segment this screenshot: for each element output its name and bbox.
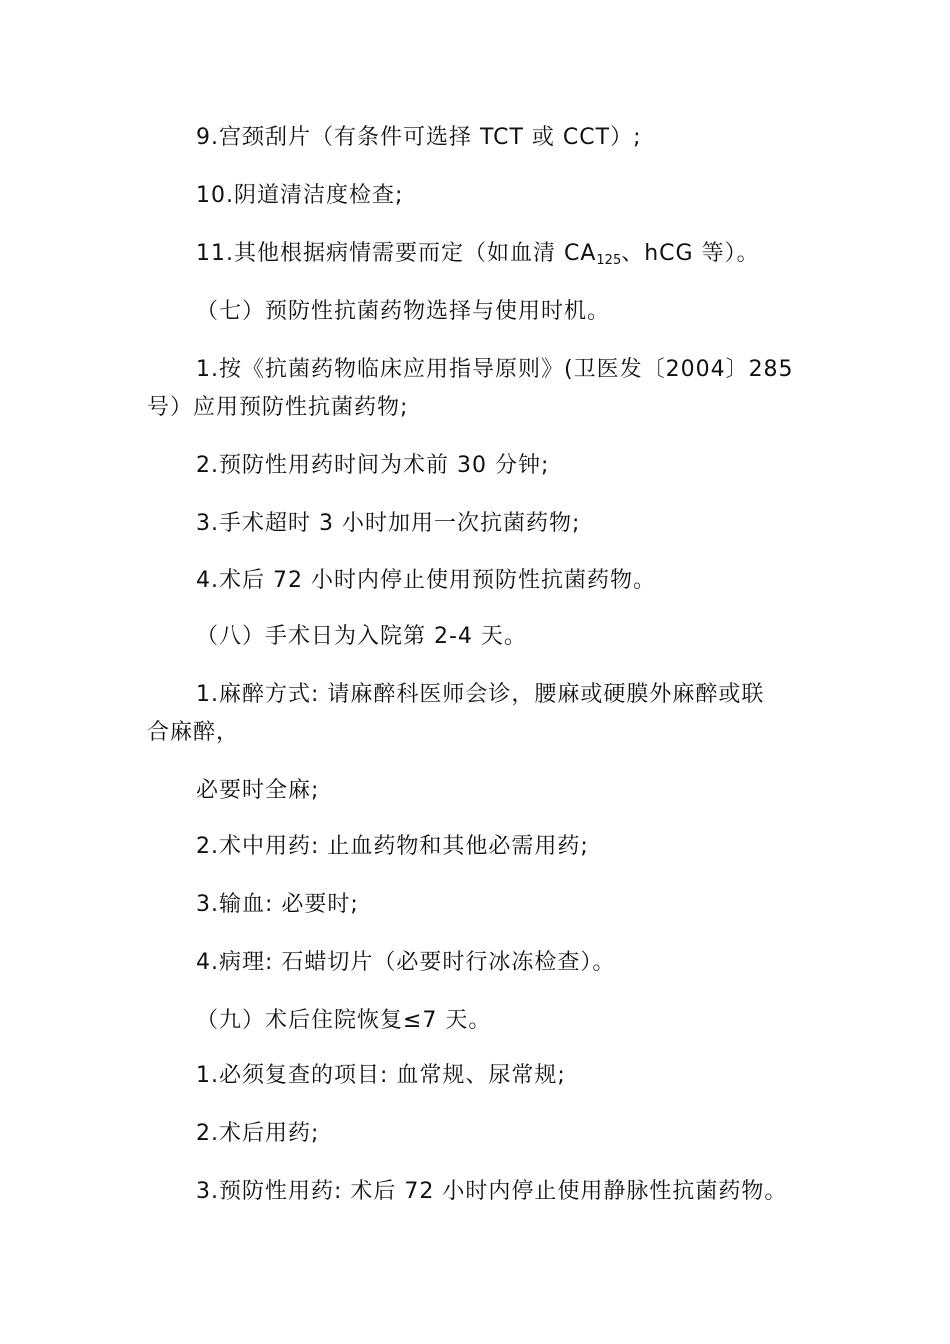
section-7-item-1-line-2: 号）应用预防性抗菌药物; — [147, 395, 409, 420]
ca125-subscript: 125 — [596, 253, 622, 268]
section-9-item-1: 1.必须复查的项目: 血常规、尿常规; — [196, 1063, 566, 1088]
section-8-item-4: 4.病理: 石蜡切片（必要时行冰冻检查）。 — [196, 950, 616, 975]
section-8-item-1-line-2: 合麻醉， — [147, 720, 240, 745]
section-7-item-2: 2.预防性用药时间为术前 30 分钟; — [196, 453, 550, 478]
section-8-heading: （八）手术日为入院第 2-4 天。 — [196, 624, 527, 649]
section-7-item-3: 3.手术超时 3 小时加用一次抗菌药物; — [196, 511, 581, 536]
section-8-item-1-line-3: 必要时全麻; — [196, 778, 320, 803]
section-7-item-1-line-1: 1.按《抗菌药物临床应用指导原则》(卫医发〔2004〕285 — [196, 357, 794, 382]
section-8-item-3: 3.输血: 必要时; — [196, 892, 359, 917]
section-7-item-4: 4.术后 72 小时内停止使用预防性抗菌药物。 — [196, 568, 656, 593]
section-8-item-2: 2.术中用药: 止血药物和其他必需用药; — [196, 834, 589, 859]
section-9-item-2: 2.术后用药; — [196, 1121, 320, 1146]
item-9-cervical-smear: 9.宫颈刮片（有条件可选择 TCT 或 CCT）; — [196, 125, 642, 150]
section-7-heading: （七）预防性抗菌药物选择与使用时机。 — [196, 299, 611, 324]
section-9-heading: （九）术后住院恢复≤7 天。 — [196, 1008, 492, 1033]
item-11-other-tests — [196, 239, 760, 276]
section-8-item-1-line-1: 1.麻醉方式: 请麻醉科医师会诊，腰麻或硬膜外麻醉或联 — [196, 682, 765, 707]
item-10-vaginal-cleanliness: 10.阴道清洁度检查; — [196, 183, 404, 208]
item-11-text-b: 、hCG 等）。 — [621, 241, 760, 266]
section-9-item-3: 3.预防性用药: 术后 72 小时内停止使用静脉性抗菌药物。 — [196, 1179, 788, 1204]
item-11-text-a: 11.其他根据病情需要而定（如血清 CA — [196, 241, 597, 266]
